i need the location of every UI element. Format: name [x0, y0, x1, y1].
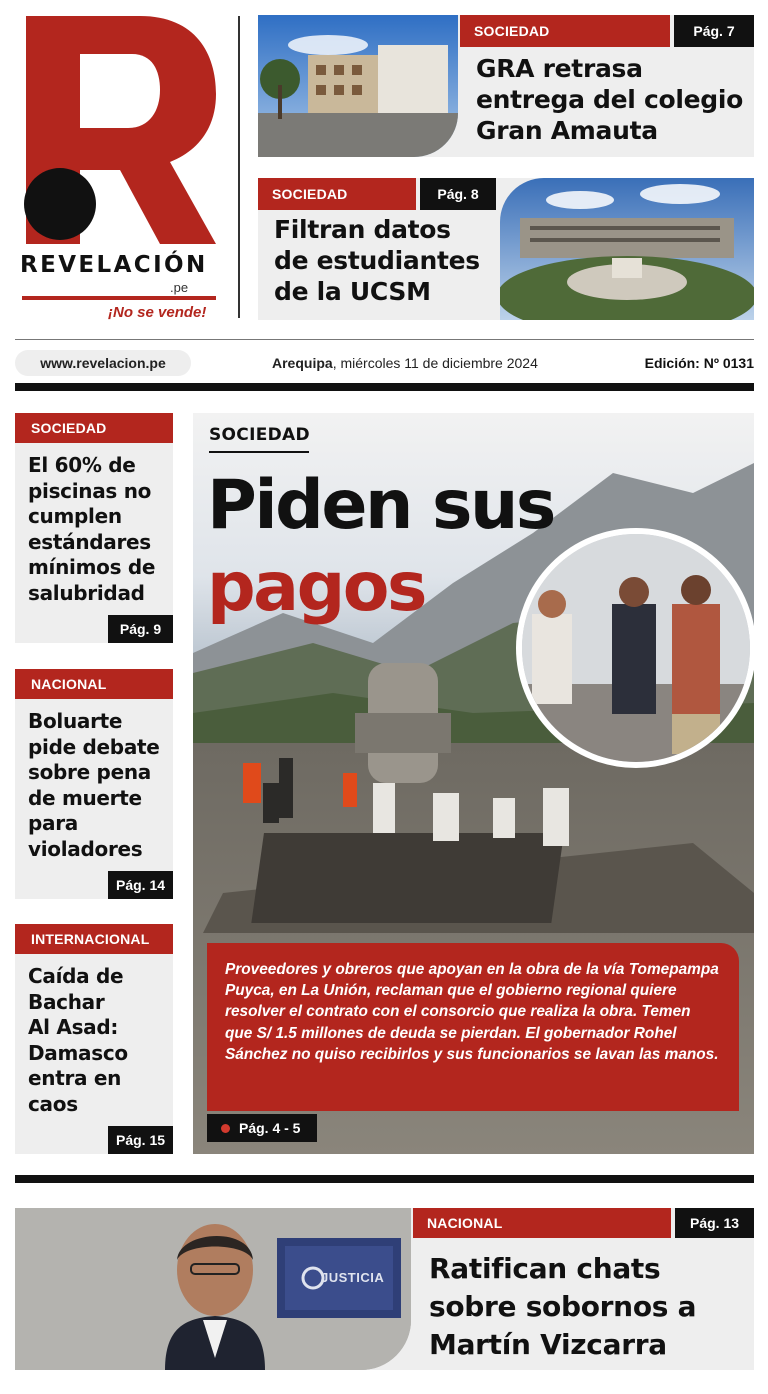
logo-r-mark — [20, 14, 220, 264]
lead-section-label: SOCIEDAD — [209, 425, 310, 445]
top-story-gra[interactable] — [258, 15, 754, 157]
brand-slogan: ¡No se vende! — [108, 304, 207, 321]
protesters-inset-photo — [516, 528, 754, 768]
sidebar-asad-page: Pág. 15 — [108, 1126, 173, 1154]
bottom-story-headline: Ratifican chats sobre sobornos a Martín Vizcarra — [429, 1252, 697, 1361]
lead-page-number: Pág. 4 - 5 — [239, 1120, 301, 1136]
justicia-sign-text: JUSTICIA — [321, 1270, 385, 1285]
top-story-ucsm-headline: Filtran datos de estudiantes de la UCSM — [274, 215, 480, 306]
top-story-ucsm-page: Pág. 8 — [420, 178, 496, 210]
lead-page-tag — [207, 1114, 317, 1142]
brand-underline — [22, 296, 216, 300]
sidebar-story-asad[interactable] — [15, 924, 173, 1154]
lead-summary-box — [207, 943, 739, 1111]
lead-headline-black: Piden sus — [207, 466, 554, 545]
dateline-bottom-rule — [15, 383, 754, 391]
sidebar-piscinas-section: SOCIEDAD — [15, 413, 173, 443]
school-construction-photo — [258, 15, 458, 157]
dateline-date — [272, 355, 538, 371]
brand-domain: .pe — [170, 280, 189, 295]
red-dot-icon — [221, 1124, 230, 1133]
sidebar-boluarte-page: Pág. 14 — [108, 871, 173, 899]
bottom-story-vizcarra[interactable] — [15, 1208, 754, 1370]
sidebar-story-boluarte[interactable] — [15, 669, 173, 899]
sidebar-story-piscinas[interactable] — [15, 413, 173, 643]
masthead-divider — [238, 16, 240, 318]
lead-headline-red: pagos — [207, 548, 425, 627]
edition-number: Edición: Nº 0131 — [644, 355, 754, 371]
sidebar-piscinas-page: Pág. 9 — [108, 615, 173, 643]
brand-name: REVELACIÓN — [20, 252, 208, 278]
masthead-logo[interactable] — [20, 14, 220, 324]
lead-section-underline — [209, 451, 309, 453]
logo-black-dot — [24, 168, 96, 240]
sidebar-piscinas-headline: El 60% de piscinas no cumplen estándares mínimos de salubridad — [28, 453, 156, 605]
lead-bottom-rule — [15, 1175, 754, 1183]
dateline-day: , miércoles 11 de diciembre 2024 — [332, 355, 538, 371]
top-story-gra-page: Pág. 7 — [674, 15, 754, 47]
website-pill[interactable]: www.revelacion.pe — [15, 350, 191, 376]
top-story-ucsm[interactable] — [258, 178, 754, 320]
bottom-story-page: Pág. 13 — [675, 1208, 754, 1238]
bottom-story-section: NACIONAL — [413, 1208, 671, 1238]
vizcarra-photo — [15, 1208, 411, 1370]
sidebar-asad-headline: Caída de Bachar Al Asad: Damasco entra en caos — [28, 964, 128, 1116]
top-story-gra-section: SOCIEDAD — [460, 15, 670, 47]
top-story-ucsm-section: SOCIEDAD — [258, 178, 416, 210]
lead-summary-text: Proveedores y obreros que apoyan en la obra de la vía Tomepampa Puyca, en La Unión, reclaman que el gobierno regional quiere resolver el contrato con el consorcio que realiza la obra. Temen que S/ 1.5 millones de deuda se pierdan. El gobernador Rohel Sánchez no quiso recibirlos y sus funcionarios se lavan las manos. — [225, 961, 719, 1063]
sidebar-asad-section: INTERNACIONAL — [15, 924, 173, 954]
sidebar-boluarte-headline: Boluarte pide debate sobre pena de muerte para violadores — [28, 709, 160, 861]
dateline-city: Arequipa — [272, 355, 333, 371]
university-campus-photo — [500, 178, 754, 320]
top-story-gra-headline: GRA retrasa entrega del colegio Gran Amauta — [476, 54, 744, 145]
dateline-top-rule — [15, 339, 754, 340]
lead-story[interactable] — [193, 413, 754, 1154]
sidebar-boluarte-section: NACIONAL — [15, 669, 173, 699]
